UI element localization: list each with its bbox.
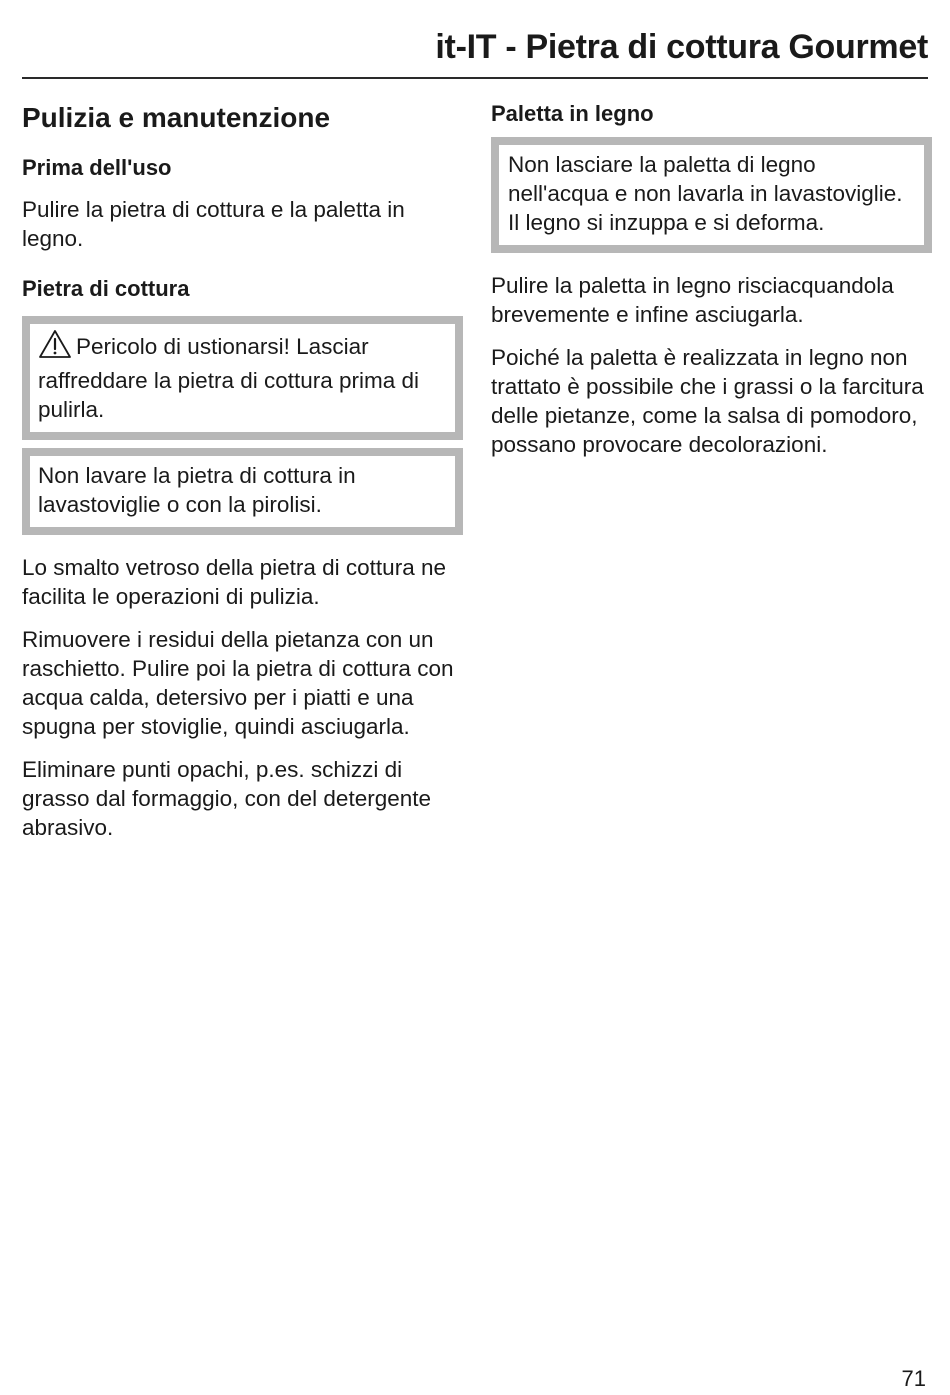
stone-heading: Pietra di cottura (22, 275, 190, 301)
first-use-text: Pulire la pietra di cottura e la paletta in legno. (22, 196, 405, 251)
paragraph: Rimuovere i residui della pietanza con un raschietto. Pulire poi la pietra di cottura con acqua calda, detersivo per i piatti e una spugna per stoviglie, quindi asciugarla. (22, 626, 454, 739)
paragraph: Pulire la paletta in legno risciacquandola brevemente e infine asciugarla. (491, 272, 894, 327)
section-title: Pulizia e manutenzione (22, 102, 331, 133)
paragraph: Poiché la paletta è realizzata in legno non trattato è possibile che i grassi o la farcitura delle pietanze, come la salsa di pomodoro, possano provocare decolorazioni. (491, 344, 924, 457)
page-number: 71 (901, 1366, 926, 1391)
paddle-notice-text: Non lasciare la paletta di legno nell'acqua e non lavarla in lavastoviglie. Il legno si inzuppa e si deforma. (508, 151, 903, 235)
left-column (22, 100, 463, 856)
burn-warning-text: Pericolo di ustionarsi! Lasciar raffreddare la pietra di cottura prima di pulirla. (38, 333, 420, 422)
burn-warning-box (22, 316, 463, 440)
paragraph: Lo smalto vetroso della pietra di cottura ne facilita le operazioni di pulizia. (22, 554, 446, 609)
dishwasher-notice-text: Non lavare la pietra di cottura in lavastoviglie o con la pirolisi. (38, 462, 356, 517)
dishwasher-notice-box (22, 448, 463, 535)
paddle-notice-box (491, 137, 932, 253)
first-use-heading: Prima dell'uso (22, 155, 172, 181)
header-divider (22, 77, 928, 79)
warning-triangle-icon (38, 329, 72, 366)
paddle-heading: Paletta in legno (491, 101, 654, 126)
page-header-title: it-IT - Pietra di cottura Gourmet (435, 28, 928, 66)
paragraph: Eliminare punti opachi, p.es. schizzi di grasso dal formaggio, con del detergente abrasivo. (22, 756, 432, 840)
right-column (491, 100, 932, 473)
